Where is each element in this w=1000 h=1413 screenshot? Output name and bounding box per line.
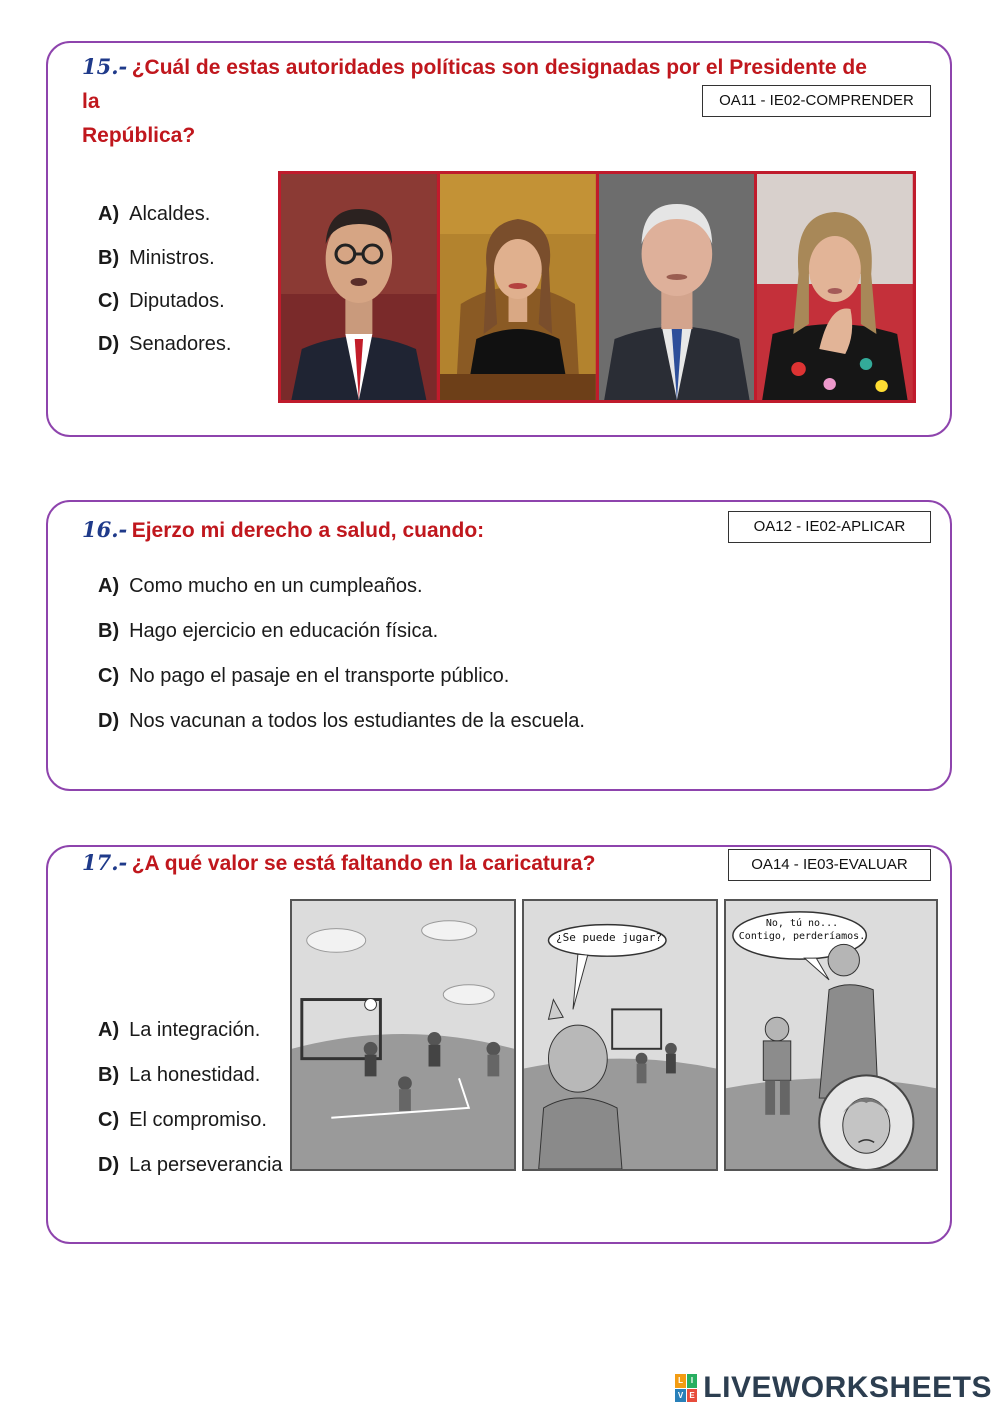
comic-panel-3 [724, 899, 938, 1171]
option-c[interactable] [98, 1109, 267, 1132]
speech-bubble-2-line1: No, tú no... [765, 918, 839, 929]
authorities-photo-strip [278, 171, 916, 403]
option-letter: A) [98, 1019, 120, 1041]
option-text: El compromiso. [129, 1109, 267, 1131]
comic-panel-1 [290, 899, 516, 1171]
option-letter: C) [98, 1109, 120, 1131]
question-15-number: 15.- [82, 54, 128, 79]
speech-bubble-1: ¿Se puede jugar? [556, 931, 662, 944]
comic-panel-2 [522, 899, 718, 1171]
option-letter: A) [98, 575, 120, 597]
option-c[interactable] [98, 665, 509, 688]
option-text: Como mucho en un cumpleaños. [129, 575, 423, 597]
speech-bubble-2 [734, 917, 870, 943]
question-17-number: 17.- [82, 850, 128, 875]
logo-text: LIVEWORKSHEETS [703, 1371, 992, 1404]
option-letter: C) [98, 290, 120, 312]
question-16-tag: OA12 - IE02-APLICAR [728, 511, 931, 543]
question-16-text: Ejerzo mi derecho a salud, cuando: [131, 519, 485, 542]
option-a[interactable] [98, 203, 210, 226]
option-d[interactable] [98, 1154, 283, 1177]
option-letter: B) [98, 1064, 120, 1086]
photo-older-man [599, 174, 755, 400]
option-a[interactable] [98, 1019, 260, 1042]
option-d[interactable] [98, 710, 585, 733]
option-letter: D) [98, 710, 120, 732]
option-a[interactable] [98, 575, 423, 598]
option-letter: C) [98, 665, 120, 687]
option-d[interactable] [98, 333, 231, 356]
option-letter: D) [98, 1154, 120, 1176]
option-letter: A) [98, 203, 120, 225]
question-15-card [46, 41, 952, 437]
question-17-title [82, 847, 595, 882]
logo-badge-icon: L I V E [675, 1374, 697, 1402]
photo-woman-blonde [440, 174, 596, 400]
question-17-tag: OA14 - IE03-EVALUAR [728, 849, 931, 881]
photo-man-glasses [281, 174, 437, 400]
question-17-card [46, 845, 952, 1244]
option-text: Diputados. [129, 290, 225, 312]
option-text: La integración. [129, 1019, 261, 1041]
question-16-title [82, 514, 484, 549]
option-text: La honestidad. [129, 1064, 261, 1086]
option-letter: B) [98, 247, 120, 269]
speech-bubble-2-line2: Contigo, perderíamos. [738, 931, 866, 942]
option-b[interactable] [98, 1064, 260, 1087]
question-15-text-line1: ¿Cuál de estas autoridades políticas son designadas por el Presidente de la [82, 56, 867, 113]
option-text: Nos vacunan a todos los estudiantes de la escuela. [129, 710, 585, 732]
option-b[interactable] [98, 247, 215, 270]
question-15-tag: OA11 - IE02-COMPRENDER [702, 85, 931, 117]
photo-woman-thinking [757, 174, 913, 400]
option-b[interactable] [98, 620, 438, 643]
option-c[interactable] [98, 290, 225, 313]
option-letter: B) [98, 620, 120, 642]
option-text: Senadores. [129, 333, 232, 355]
question-16-number: 16.- [82, 517, 128, 542]
option-text: Ministros. [129, 247, 215, 269]
question-15-text-line2: República? [82, 124, 196, 147]
option-letter: D) [98, 333, 120, 355]
option-text: No pago el pasaje en el transporte público. [129, 665, 510, 687]
option-text: La perseverancia [129, 1154, 283, 1176]
liveworksheets-logo[interactable] [675, 1371, 992, 1405]
option-text: Alcaldes. [129, 203, 211, 225]
option-text: Hago ejercicio en educación física. [129, 620, 439, 642]
question-17-text: ¿A qué valor se está faltando en la caricatura? [131, 852, 596, 875]
question-16-card [46, 500, 952, 791]
